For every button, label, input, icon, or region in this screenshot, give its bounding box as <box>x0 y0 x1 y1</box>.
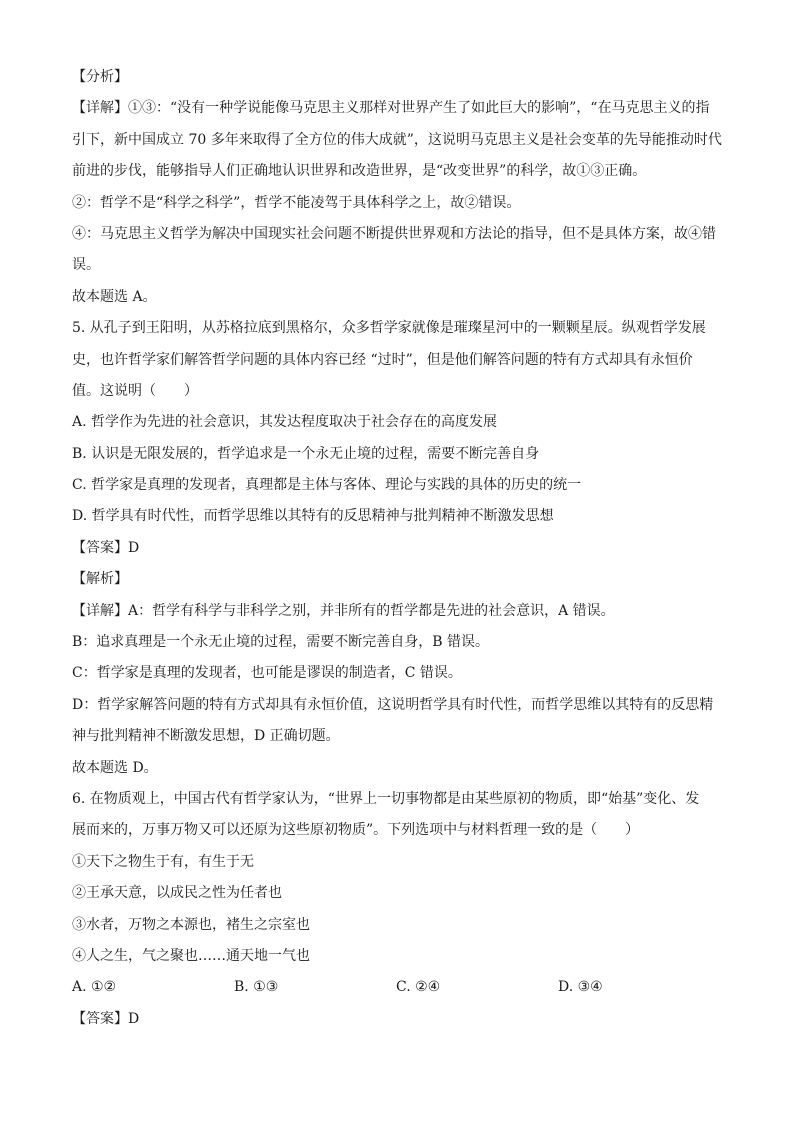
question-6-answer: 【答案】D <box>72 1010 140 1027</box>
detail-paragraph-line: 前进的步伐，能够指导人们正确地认识世界和改造世界，是“改变世界”的科学，故①③正确。 <box>72 163 647 180</box>
question-5-analysis-heading: 【解析】 <box>72 571 128 588</box>
question-6-option-b: B. ①③ <box>234 979 279 996</box>
detail-paragraph-line: 引下，新中国成立 70 多年来取得了全方位的伟大成就”，这说明马克思主义是社会变革的先导能推动时代 <box>72 131 722 148</box>
question-6-item-2: ②王承天意，以成民之性为任者也 <box>72 885 282 902</box>
detail-paragraph-line: 【详解】①③：“没有一种学说能像马克思主义那样对世界产生了如此巨大的影响”，“在马克思主义的指 <box>72 100 710 117</box>
explanation-line: B：追求真理是一个永无止境的过程，需要不断完善自身，B 错误。 <box>72 634 490 651</box>
conclusion-line: 故本题选 A。 <box>72 288 157 305</box>
question-6-option-c: C. ②④ <box>396 979 441 996</box>
question-6-option-a: A. ①② <box>72 979 117 996</box>
question-6-item-4: ④人之生，气之聚也……通天地一气也 <box>72 947 310 964</box>
question-5-option-c: C. 哲学家是真理的发现者，真理都是主体与客体、理论与实践的具体的历史的统一 <box>72 477 582 494</box>
explanation-line: 神与批判精神不断激发思想，D 正确切题。 <box>72 728 340 745</box>
question-6-option-d: D. ③④ <box>558 979 603 996</box>
question-6-stem: 展而来的，万事万物又可以还原为这些原初物质”。下列选项中与材料哲理一致的是（ ） <box>72 822 640 839</box>
detail-paragraph-line: ②：哲学不是“科学之科学”，哲学不能凌驾于具体科学之上，故②错误。 <box>72 194 521 211</box>
question-6-item-1: ①天下之物生于有，有生于无 <box>72 853 254 870</box>
question-5-answer: 【答案】D <box>72 539 140 556</box>
section-analysis-heading: 【分析】 <box>72 69 128 85</box>
explanation-line: D：哲学家解答问题的特有方式却具有永恒价值，这说明哲学具有时代性，而哲学思维以其特有的反思精 <box>72 696 714 713</box>
question-6-options <box>72 972 732 1003</box>
question-6-stem: 6. 在物质观上，中国古代有哲学家认为，“世界上一切事物都是由某些原初的物质，即“始基”变化、发 <box>72 790 700 807</box>
question-5-option-a: A. 哲学作为先进的社会意识，其发达程度取决于社会存在的高度发展 <box>72 414 498 431</box>
conclusion-line: 故本题选 D。 <box>72 759 158 776</box>
question-5-option-d: D. 哲学具有时代性，而哲学思维以其特有的反思精神与批判精神不断激发思想 <box>72 508 554 525</box>
question-5-stem: 史，也许哲学家们解答哲学问题的具体内容已经 “过时”，但是他们解答问题的特有方式却具有永恒价 <box>72 351 693 368</box>
question-6-item-3: ③水者，万物之本源也，褚生之宗室也 <box>72 916 310 933</box>
question-5-stem: 值。这说明（ ） <box>72 382 198 399</box>
explanation-line: 【详解】A：哲学有科学与非科学之别，并非所有的哲学都是先进的社会意识，A 错误。 <box>72 602 615 619</box>
question-5-stem: 5. 从孔子到王阳明，从苏格拉底到黑格尔，众多哲学家就像是璀璨星河中的一颗颗星辰。纵观哲学发展 <box>72 320 706 337</box>
detail-paragraph-line: 误。 <box>72 257 100 274</box>
question-5-option-b: B. 认识是无限发展的，哲学追求是一个永无止境的过程，需要不断完善自身 <box>72 445 540 462</box>
explanation-line: C：哲学家是真理的发现者，也可能是谬误的制造者，C 错误。 <box>72 665 462 682</box>
detail-paragraph-line: ④：马克思主义哲学为解决中国现实社会问题不断提供世界观和方法论的指导，但不是具体方案，故④错 <box>72 225 716 242</box>
document-page <box>72 62 732 1035</box>
